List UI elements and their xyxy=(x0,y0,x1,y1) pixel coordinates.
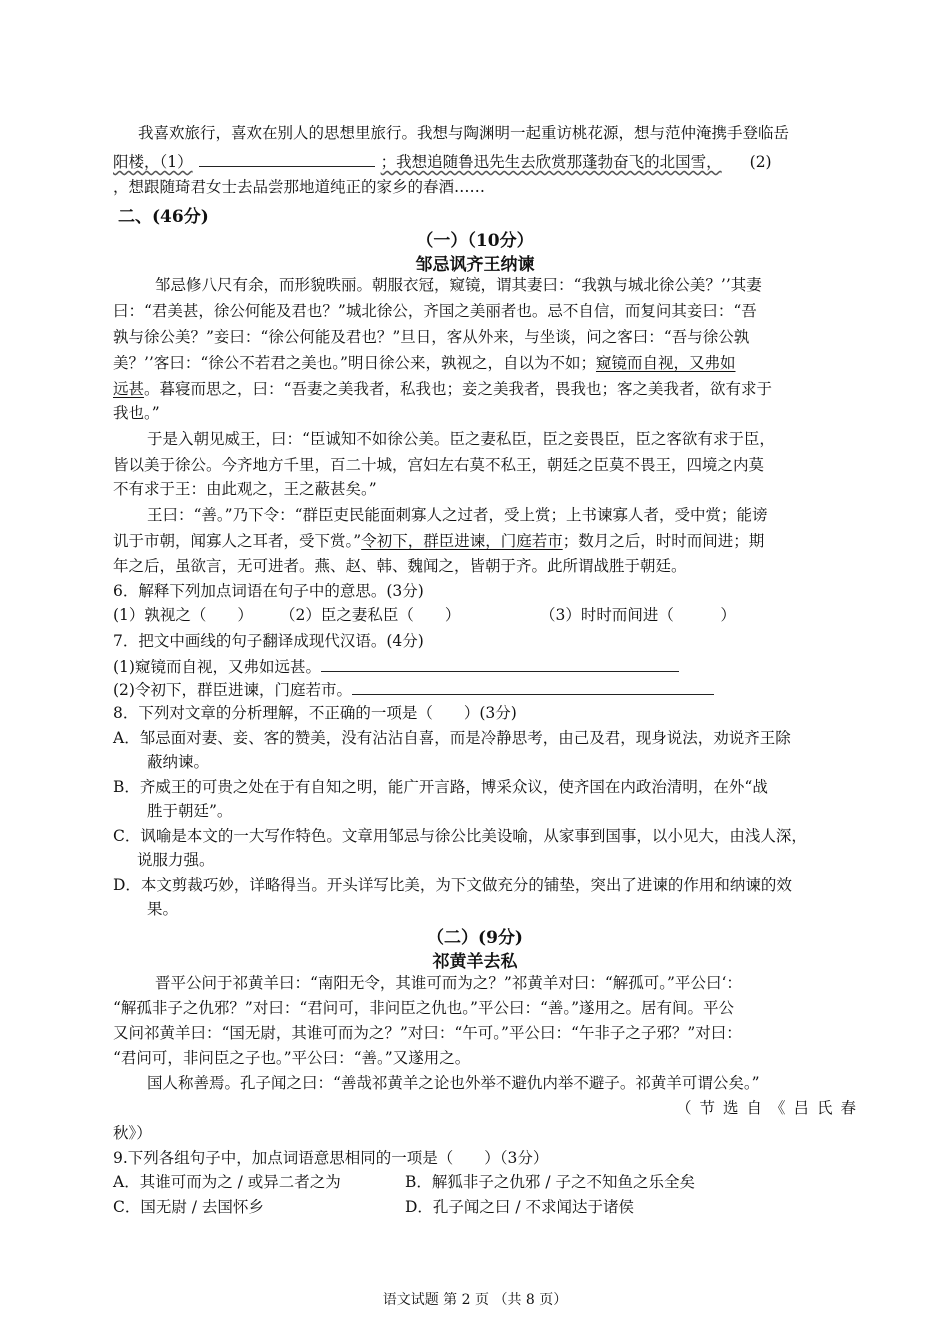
p3-line-1: 王曰：“善。”乃下令：“群臣吏民能面刺寡人之过者，受上赏；上书谏寡人者，受中赏；能谤 xyxy=(147,506,768,524)
question-9: 9.下列各组句子中，加点词语意思相同的一项是（ ）（3分） xyxy=(113,1149,549,1167)
q8-option-b-1: B．齐威王的可贵之处在于有自知之明，能广开言路，博采众议，使齐国在内政治清明，在外“战 xyxy=(113,778,768,796)
question-7-b xyxy=(113,678,714,701)
p1-line-4a: 美？’’客曰：“徐公不若君之美也。”明日徐公来，孰视之，自以为不如； xyxy=(113,354,596,372)
question-7-a-text: (1)窥镜而自视，又弗如远甚。 xyxy=(113,658,321,676)
p1-line-4b: 窥镜而自视，又弗如 xyxy=(595,354,736,372)
p3-line-3: 年之后，虽欲言，无可进者。燕、赵、韩、魏闻之，皆朝于齐。此所谓战胜于朝廷。 xyxy=(113,557,687,575)
q8-option-b-2: 胜于朝廷”。 xyxy=(147,802,233,820)
intro-line-1: 我喜欢旅行，喜欢在别人的思想里旅行。我想与陶渊明一起重访桃花源，想与范仲淹携手登临岳 xyxy=(138,124,790,142)
intro-line-2c: (2) xyxy=(749,153,772,171)
q9-option-a: A．其谁可而为之 / 或异二者之为 xyxy=(113,1173,341,1191)
intro-line-3: ，想跟随琦君女士去品尝那地道纯正的家乡的春酒…… xyxy=(113,178,486,196)
question-6: 6．解释下列加点词语在句子中的意思。(3分) xyxy=(113,582,424,600)
part-2-heading: （二）(9分) xyxy=(427,928,523,948)
p1-line-2: 曰：“君美甚，徐公何能及君也？”城北徐公，齐国之美丽者也。忌不自信，而复问其妾曰：“吾 xyxy=(113,302,757,320)
p4-line-1: 晋平公问于祁黄羊曰：“南阳无令，其谁可而为之？”祁黄羊对曰：“解孤可。”平公曰‘： xyxy=(155,974,742,992)
p2-line-2: 皆以美于徐公。今齐地方千里，百二十城，宫妇左右莫不私王，朝廷之臣莫不畏王，四境之内莫 xyxy=(113,456,765,474)
p2-line-1: 于是入朝见威王，曰：“臣诚知不如徐公美。臣之妻私臣，臣之妾畏臣，臣之客欲有求于臣， xyxy=(147,430,775,448)
p1-line-5 xyxy=(113,378,772,400)
part-2-title: 祁黄羊去私 xyxy=(432,952,518,972)
question-6-b: （2）臣之妻私臣（ ） xyxy=(280,606,461,624)
answer-blank-7a[interactable] xyxy=(321,655,679,672)
q8-option-c-2: 说服力强。 xyxy=(137,851,215,869)
p1-line-1: 邹忌修八尺有余，而形貌昳丽。朝服衣冠，窥镜，谓其妻曰：“我孰与城北徐公美？’’其妻 xyxy=(155,276,762,294)
q8-option-a-2: 蔽纳谏。 xyxy=(147,753,210,771)
p4-line-4: “君问可，非问臣之子也。”平公曰：“善。”又遂用之。 xyxy=(113,1049,471,1067)
answer-blank-1[interactable] xyxy=(199,150,375,167)
intro-line-2a: 阳楼，（1） xyxy=(113,153,193,171)
p3-line-2 xyxy=(113,530,764,552)
p1-line-5a: 远甚 xyxy=(113,380,145,398)
question-7-b-text: (2)令初下，群臣进谏，门庭若市。 xyxy=(113,681,352,699)
p3-line-2a: 讥于市朝，闻寡人之耳者，受下赏。” xyxy=(113,532,362,550)
q9-option-b: B．解狐非子之仇邪 / 子之不知鱼之乐全矣 xyxy=(405,1173,695,1191)
source-line-1: （节选自《吕氏春 xyxy=(676,1099,865,1117)
intro-line-2b: ；我想追随鲁迅先生去欣赏那蓬勃奋飞的北国雪， xyxy=(380,153,722,171)
q9-option-d: D．孔子闻之曰 / 不求闻达于诸侯 xyxy=(405,1198,635,1216)
question-8: 8．下列对文章的分析理解，不正确的一项是（ ）(3分) xyxy=(113,704,517,722)
p1-line-3: 孰与徐公美？”妾曰：“徐公何能及君也？”旦日，客从外来，与坐谈，问之客曰：“吾与徐公孰 xyxy=(113,328,750,346)
intro-line-2 xyxy=(113,150,772,173)
question-7-a xyxy=(113,655,679,678)
part-1-heading: （一）（10分） xyxy=(416,231,534,251)
p4-line-3: 又问祁黄羊曰：“国无尉，其谁可而为之？”对曰：“午可。”平公曰：“午非子之子邪？”对曰： xyxy=(113,1024,742,1042)
question-6-a: (1）孰视之（ ） xyxy=(113,606,253,624)
page-footer: 语文试题 第 2 页 （共 8 页） xyxy=(382,1292,568,1308)
source-line-2: 秋》） xyxy=(113,1124,152,1142)
part-1-title: 邹忌讽齐王纳谏 xyxy=(415,255,535,275)
p4-line-2: “解孤非子之仇邪？”对曰：“君问可，非问臣之仇也。”平公曰：“善。”遂用之。居有间。平公 xyxy=(113,999,735,1017)
p1-line-6: 我也。” xyxy=(113,404,160,422)
p5-line-1: 国人称善焉。孔子闻之曰：“善哉祁黄羊之论也外举不避仇内举不避子。祁黄羊可谓公矣。” xyxy=(147,1074,760,1092)
q8-option-a-1: A．邹忌面对妻、妾、客的赞美，没有沾沾自喜，而是冷静思考，由己及君，现身说法，劝说齐王除 xyxy=(113,729,791,747)
question-6-c: （3）时时而间进（ ） xyxy=(540,606,736,624)
q8-option-d-2: 果。 xyxy=(147,900,179,918)
q8-option-d-1: D．本文剪裁巧妙，详略得当。开头详写比美，为下文做充分的铺垫，突出了进谏的作用和纳谏的效 xyxy=(113,876,792,894)
p3-line-2c: ；数月之后，时时而间进；期 xyxy=(562,532,765,550)
question-7: 7．把文中画线的句子翻译成现代汉语。(4分) xyxy=(113,632,424,650)
q9-option-c: C．国无尉 / 去国怀乡 xyxy=(113,1198,264,1216)
answer-blank-7b[interactable] xyxy=(352,678,714,695)
section-2-heading: 二、(46分) xyxy=(118,207,209,227)
p1-line-4 xyxy=(113,352,735,374)
p3-line-2b: 令初下，群臣进谏，门庭若市 xyxy=(361,532,563,550)
p1-line-5b: 。暮寝而思之，曰：“吾妻之美我者，私我也；妾之美我者，畏我也；客之美我者，欲有求于 xyxy=(144,380,772,398)
q8-option-c-1: C．讽喻是本文的一大写作特色。文章用邹忌与徐公比美设喻，从家事到国事，以小见大，由浅人深， xyxy=(113,827,807,845)
p2-line-3: 不有求于王：由此观之，王之蔽甚矣。” xyxy=(113,480,377,498)
